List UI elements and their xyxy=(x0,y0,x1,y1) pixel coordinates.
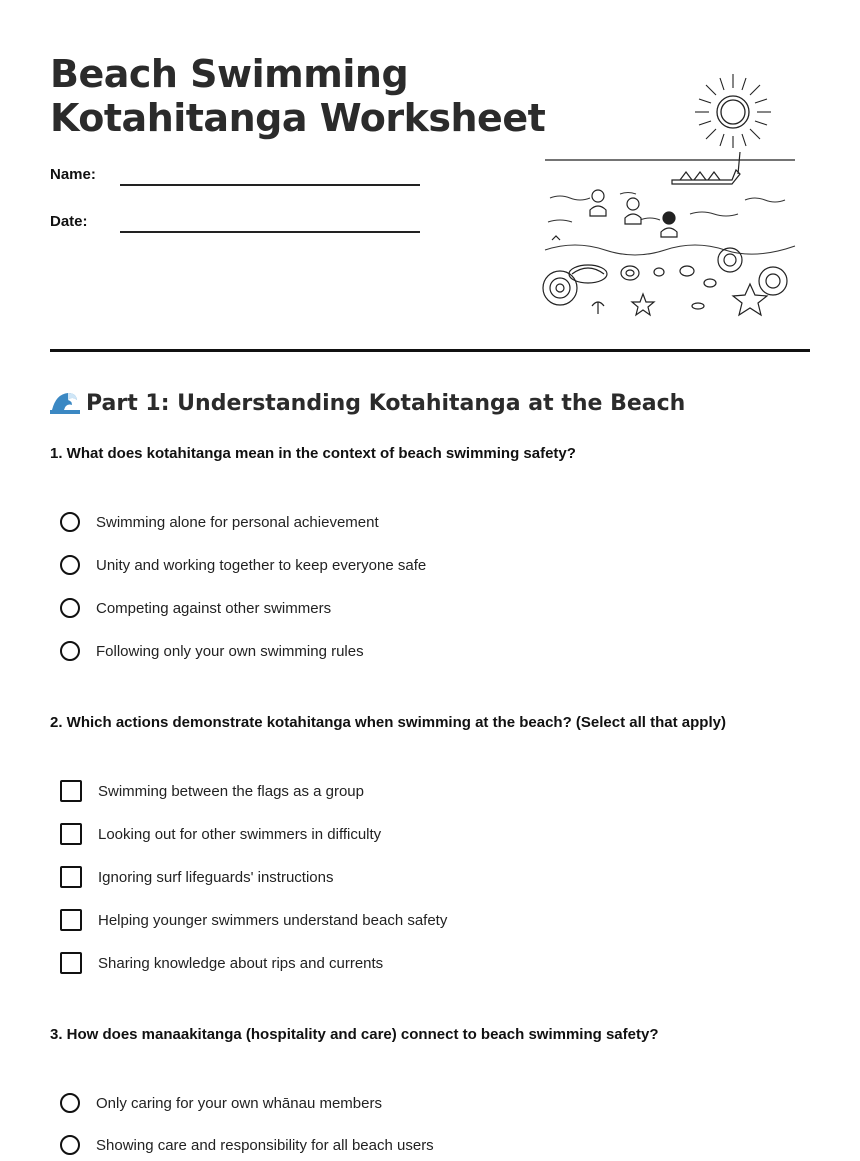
option-label: Competing against other swimmers xyxy=(96,599,332,617)
q2-option-4[interactable] xyxy=(60,907,447,933)
option-label: Looking out for other swimmers in difficulty xyxy=(98,825,382,843)
option-label: Showing care and responsibility for all beach users xyxy=(96,1136,434,1154)
option-label: Swimming alone for personal achievement xyxy=(96,513,379,531)
q1-option-3[interactable] xyxy=(60,595,331,621)
name-input-line[interactable] xyxy=(120,184,420,186)
radio-button[interactable] xyxy=(60,641,80,661)
swimmer-icon xyxy=(590,190,677,237)
option-label: Following only your own swimming rules xyxy=(96,642,364,660)
sun-icon xyxy=(695,74,771,148)
question-3: 3. How does manaakitanga (hospitality and care) connect to beach swimming safety? xyxy=(50,1026,659,1043)
date-field xyxy=(50,213,88,230)
option-label: Swimming between the flags as a group xyxy=(98,782,364,800)
q2-option-1[interactable] xyxy=(60,778,364,804)
option-label: Only caring for your own whānau members xyxy=(96,1094,382,1112)
section-part-1-title xyxy=(50,388,685,416)
name-label: Name: xyxy=(50,166,96,183)
q2-option-5[interactable] xyxy=(60,950,383,976)
page-title xyxy=(50,52,545,140)
beach-illustration xyxy=(540,70,800,320)
q1-option-1[interactable] xyxy=(60,509,379,535)
q1-option-2[interactable] xyxy=(60,552,426,578)
date-input-line[interactable] xyxy=(120,231,420,233)
checkbox[interactable] xyxy=(60,780,82,802)
checkbox[interactable] xyxy=(60,909,82,931)
name-field xyxy=(50,166,96,183)
wave-icon xyxy=(50,388,80,414)
q1-option-4[interactable] xyxy=(60,638,364,664)
q3-option-1[interactable] xyxy=(60,1090,382,1116)
radio-button[interactable] xyxy=(60,598,80,618)
starfish-icon xyxy=(592,284,767,315)
date-label: Date: xyxy=(50,213,88,230)
option-label: Unity and working together to keep everyone safe xyxy=(96,556,427,574)
option-label: Helping younger swimmers understand beach safety xyxy=(98,911,448,929)
waka-canoe-icon xyxy=(672,152,740,184)
section-part-1-label: Part 1: Understanding Kotahitanga at the Beach xyxy=(86,391,686,416)
question-1: 1. What does kotahitanga mean in the context of beach swimming safety? xyxy=(50,445,576,462)
checkbox[interactable] xyxy=(60,952,82,974)
q2-option-3[interactable] xyxy=(60,864,333,890)
header-divider xyxy=(50,349,810,352)
title-line-2: Kotahitanga Worksheet xyxy=(50,96,546,140)
title-line-1: Beach Swimming xyxy=(50,52,409,96)
checkbox[interactable] xyxy=(60,823,82,845)
q2-option-2[interactable] xyxy=(60,821,381,847)
q3-option-2[interactable] xyxy=(60,1132,434,1158)
radio-button[interactable] xyxy=(60,1135,80,1155)
option-label: Sharing knowledge about rips and currents xyxy=(98,954,384,972)
checkbox[interactable] xyxy=(60,866,82,888)
radio-button[interactable] xyxy=(60,555,80,575)
radio-button[interactable] xyxy=(60,1093,80,1113)
radio-button[interactable] xyxy=(60,512,80,532)
option-label: Ignoring surf lifeguards' instructions xyxy=(98,868,334,886)
question-2: 2. Which actions demonstrate kotahitanga when swimming at the beach? (Select all that apply) xyxy=(50,714,726,731)
